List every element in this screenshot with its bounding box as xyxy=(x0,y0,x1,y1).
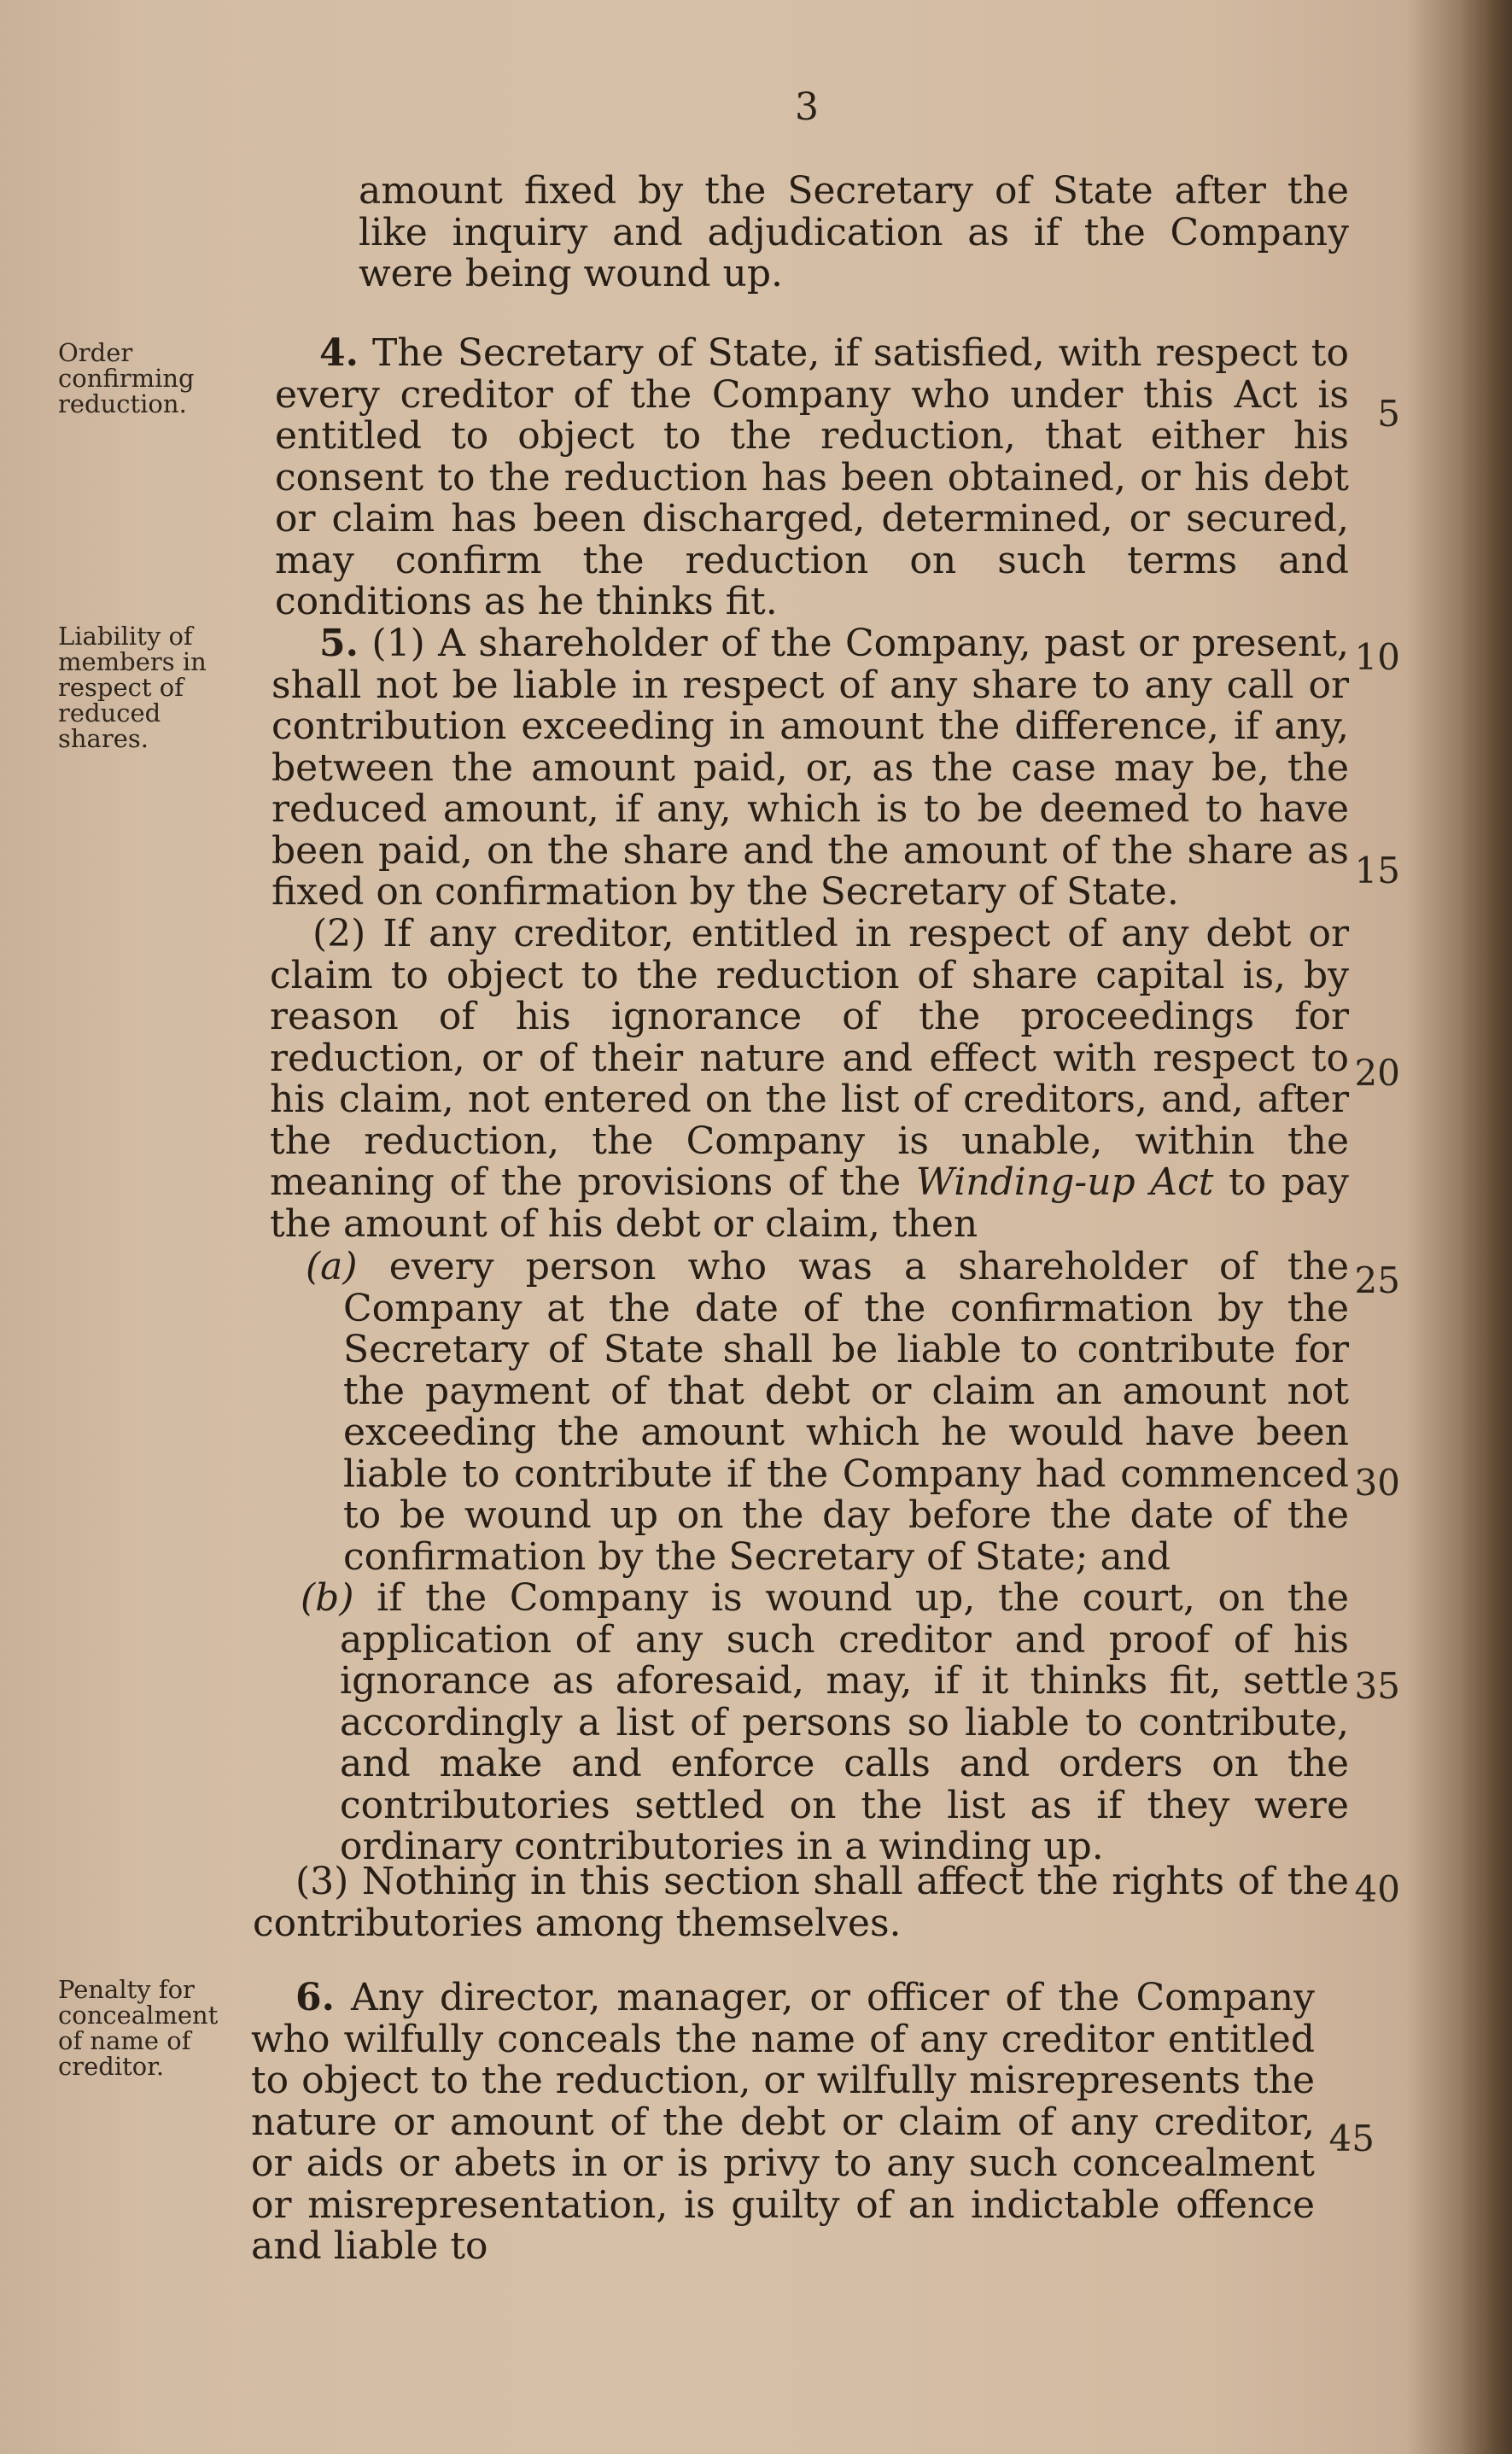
page-edge-shadow xyxy=(1461,0,1512,2454)
section-5-number: 5. xyxy=(319,622,359,665)
margin-note-section-5: Liability of members in respect of reduced shares. xyxy=(58,622,207,753)
line-number-5: 5 xyxy=(1377,393,1400,435)
line-number-15: 15 xyxy=(1354,850,1400,891)
section-5-sub2-text-before: (2) If any creditor, entitled in respect of any debt or claim to object to the reduction of share capital is, by reason of his ignorance of the proceedings for reduction, or of their nature and effect with respect to his claim, not entered on the list of creditors, and, after the reduction, the Company is unable, within the meaning of the provisions of the xyxy=(270,912,1349,1204)
item-a-label: (a) xyxy=(306,1245,358,1288)
line-number-30: 30 xyxy=(1354,1462,1400,1504)
section-4-paragraph xyxy=(275,333,1349,623)
section-5-subsection-3: (3) Nothing in this section shall affect the rights of the contributories among themselves. xyxy=(253,1860,1349,1945)
section-5-sub2-text-after: to pay the amount of his debt or claim, then xyxy=(270,1160,1350,1246)
section-5-item-b xyxy=(301,1576,1349,1868)
section-6-number: 6. xyxy=(295,1976,335,2019)
section-5-subsection-2 xyxy=(270,914,1349,1245)
continuation-paragraph: amount fixed by the Secretary of State after the like inquiry and adjudication as if the Company were being wound up. xyxy=(359,169,1349,295)
line-number-40: 40 xyxy=(1354,1868,1400,1910)
page-number: 3 xyxy=(795,85,819,129)
item-b-label: (b) xyxy=(301,1576,354,1620)
section-4-text: The Secretary of State, if satisfied, with respect to every creditor of the Company who under this Act is entitled to object to the reduction, that either his consent to the reduction has been obtained, or his debt or claim has been discharged, determined, or secured, may confirm the reduction on such terms and conditions as he thinks fit. xyxy=(275,331,1349,623)
section-5-subsection-1 xyxy=(271,623,1349,914)
line-number-20: 20 xyxy=(1354,1052,1400,1094)
line-number-45: 45 xyxy=(1328,2118,1375,2159)
section-5-item-a xyxy=(306,1245,1349,1579)
section-6-text: Any director, manager, or officer of the Company who wilfully conceals the name of any creditor entitled to object to the reduction, or wilfully misrepresents the nature or amount of the debt or claim of any creditor, or aids or abets in or is privy to any such concealment or misrepresentation, is guilty of an indictable offence and liable to xyxy=(251,1976,1315,2268)
line-number-35: 35 xyxy=(1354,1665,1400,1707)
section-4-number: 4. xyxy=(319,331,359,375)
item-a-text: every person who was a shareholder of the Company at the date of the confirmation by the Secretary of State shall be liable to contribute for the payment of that debt or claim an amount not exceeding the amount which he would have been liable to contribute if the Company had commenced to be wound up on the day before the date of the confirmation by the Secretary of State; and xyxy=(343,1245,1349,1579)
section-5-sub2-italic: Winding-up Act xyxy=(915,1160,1214,1204)
section-5-sub1-text: (1) A shareholder of the Company, past or present, shall not be liable in respect of any share to any call or contribution exceeding in amount the difference, if any, between the amount paid, or, as the case may be, the reduced amount, if any, which is to be deemed to have been paid, on the share and the amount of the share as fixed on confirmation by the Secretary of State. xyxy=(271,622,1349,914)
line-number-10: 10 xyxy=(1354,636,1400,678)
margin-note-section-4: Order confirming reduction. xyxy=(58,338,195,418)
section-6-paragraph xyxy=(251,1978,1315,2268)
line-number-25: 25 xyxy=(1354,1259,1400,1301)
margin-note-section-6: Penalty for concealment of name of creditor. xyxy=(58,1975,219,2081)
item-b-text: if the Company is wound up, the court, on the application of any such creditor and proof of his ignorance as aforesaid, may, if it thinks fit, settle accordingly a list of persons so liable to contribute, and make and enforce calls and orders on the contributories settled on the list as if they were ordinary contributories in a winding up. xyxy=(340,1576,1349,1868)
